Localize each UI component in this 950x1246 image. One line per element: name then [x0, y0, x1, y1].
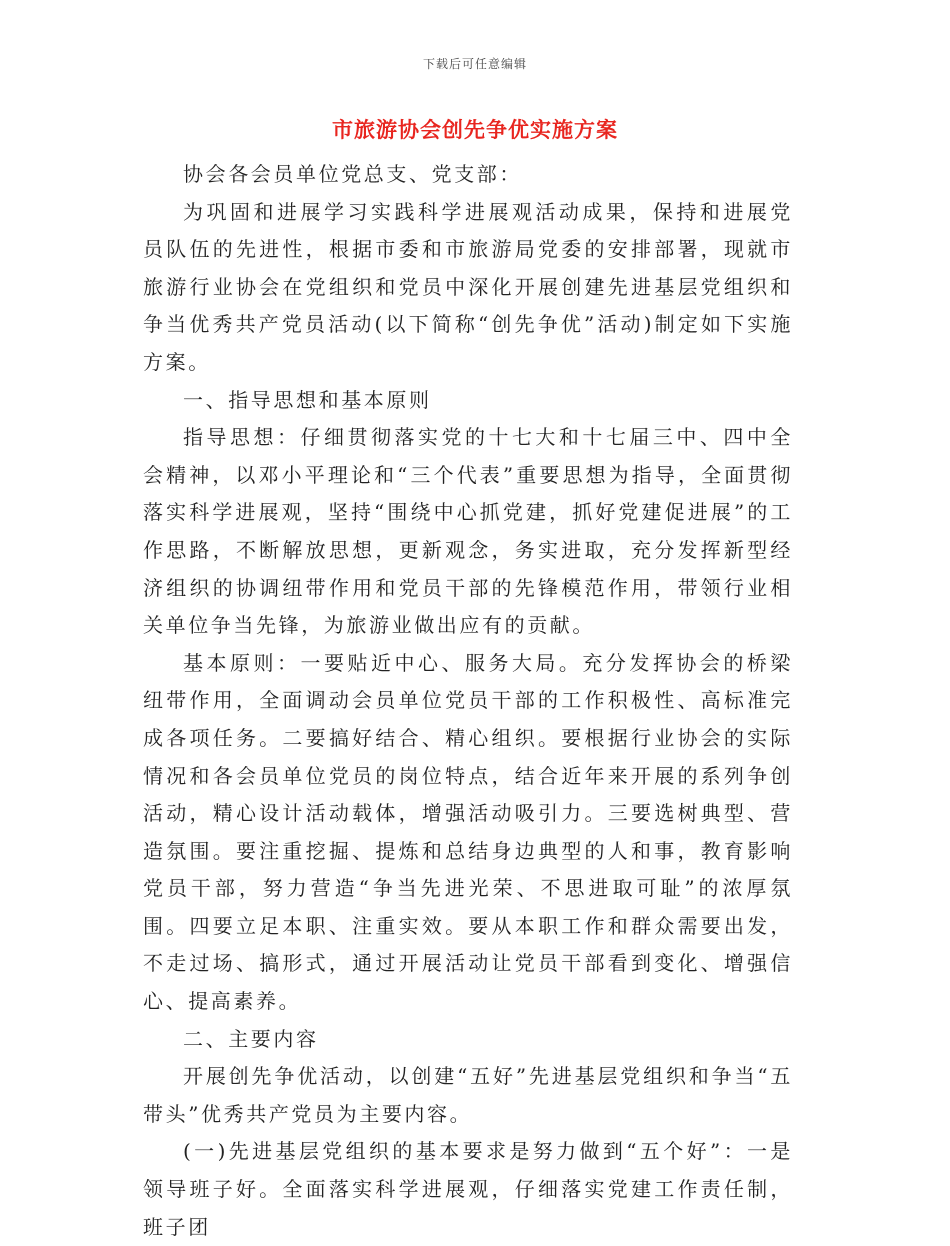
paragraph-main-content: 开展创先争优活动，以创建“五好”先进基层党组织和争当“五带头”优秀共产党员为主要内容。 — [143, 1064, 793, 1126]
section-heading-2: 二、主要内容 — [183, 1026, 319, 1051]
paragraph-requirements: (一)先进基层党组织的基本要求是努力做到“五个好”：一是领导班子好。全面落实科学进展观，仔细落实党建工作责任制，班子团 — [143, 1139, 793, 1239]
paragraph-intro: 为巩固和进展学习实践科学进展观活动成果，保持和进展党员队伍的先进性，根据市委和市旅游局党委的安排部署，现就市旅游行业协会在党组织和党员中深化开展创建先进基层党组织和争当优秀共产党员活动(以下简称“创先争优”活动)制定如下实施方案。 — [143, 199, 793, 374]
document-title: 市旅游协会创先争优实施方案 — [332, 117, 618, 142]
paragraph-basic-principles: 基本原则：一要贴近中心、服务大局。充分发挥协会的桥梁纽带作用，全面调动会员单位党员干部的工作积极性、高标准完成各项任务。二要搞好结合、精心组织。要根据行业协会的实际情况和各会员单位党员的岗位特点，结合近年来开展的系列争创活动，精心设计活动载体，增强活动吸引力。三要选树典型、营造氛围。要注重挖掘、提炼和总结身边典型的人和事，教育影响党员干部，努力营造“争当先进光荣、不思进取可耻”的浓厚氛围。四要立足本职、注重实效。要从本职工作和群众需要出发，不走过场、搞形式，通过开展活动让党员干部看到变化、增强信心、提高素养。 — [143, 650, 793, 1014]
paragraph-guiding-thought: 指导思想：仔细贯彻落实党的十七大和十七届三中、四中全会精神，以邓小平理论和“三个代表”重要思想为指导，全面贯彻落实科学进展观，坚持“围绕中心抓党建，抓好党建促进展”的工作思路，不断解放思想，更新观念，务实进取，充分发挥新型经济组织的协调纽带作用和党员干部的先锋模范作用，带领行业相关单位争当先锋，为旅游业做出应有的贡献。 — [143, 425, 793, 638]
document-body — [143, 156, 793, 1246]
salutation: 协会各会员单位党总支、党支部： — [183, 162, 522, 186]
section-heading-1: 一、指导思想和基本原则 — [183, 387, 432, 412]
page-header: 下载后可任意编辑 — [422, 57, 527, 71]
